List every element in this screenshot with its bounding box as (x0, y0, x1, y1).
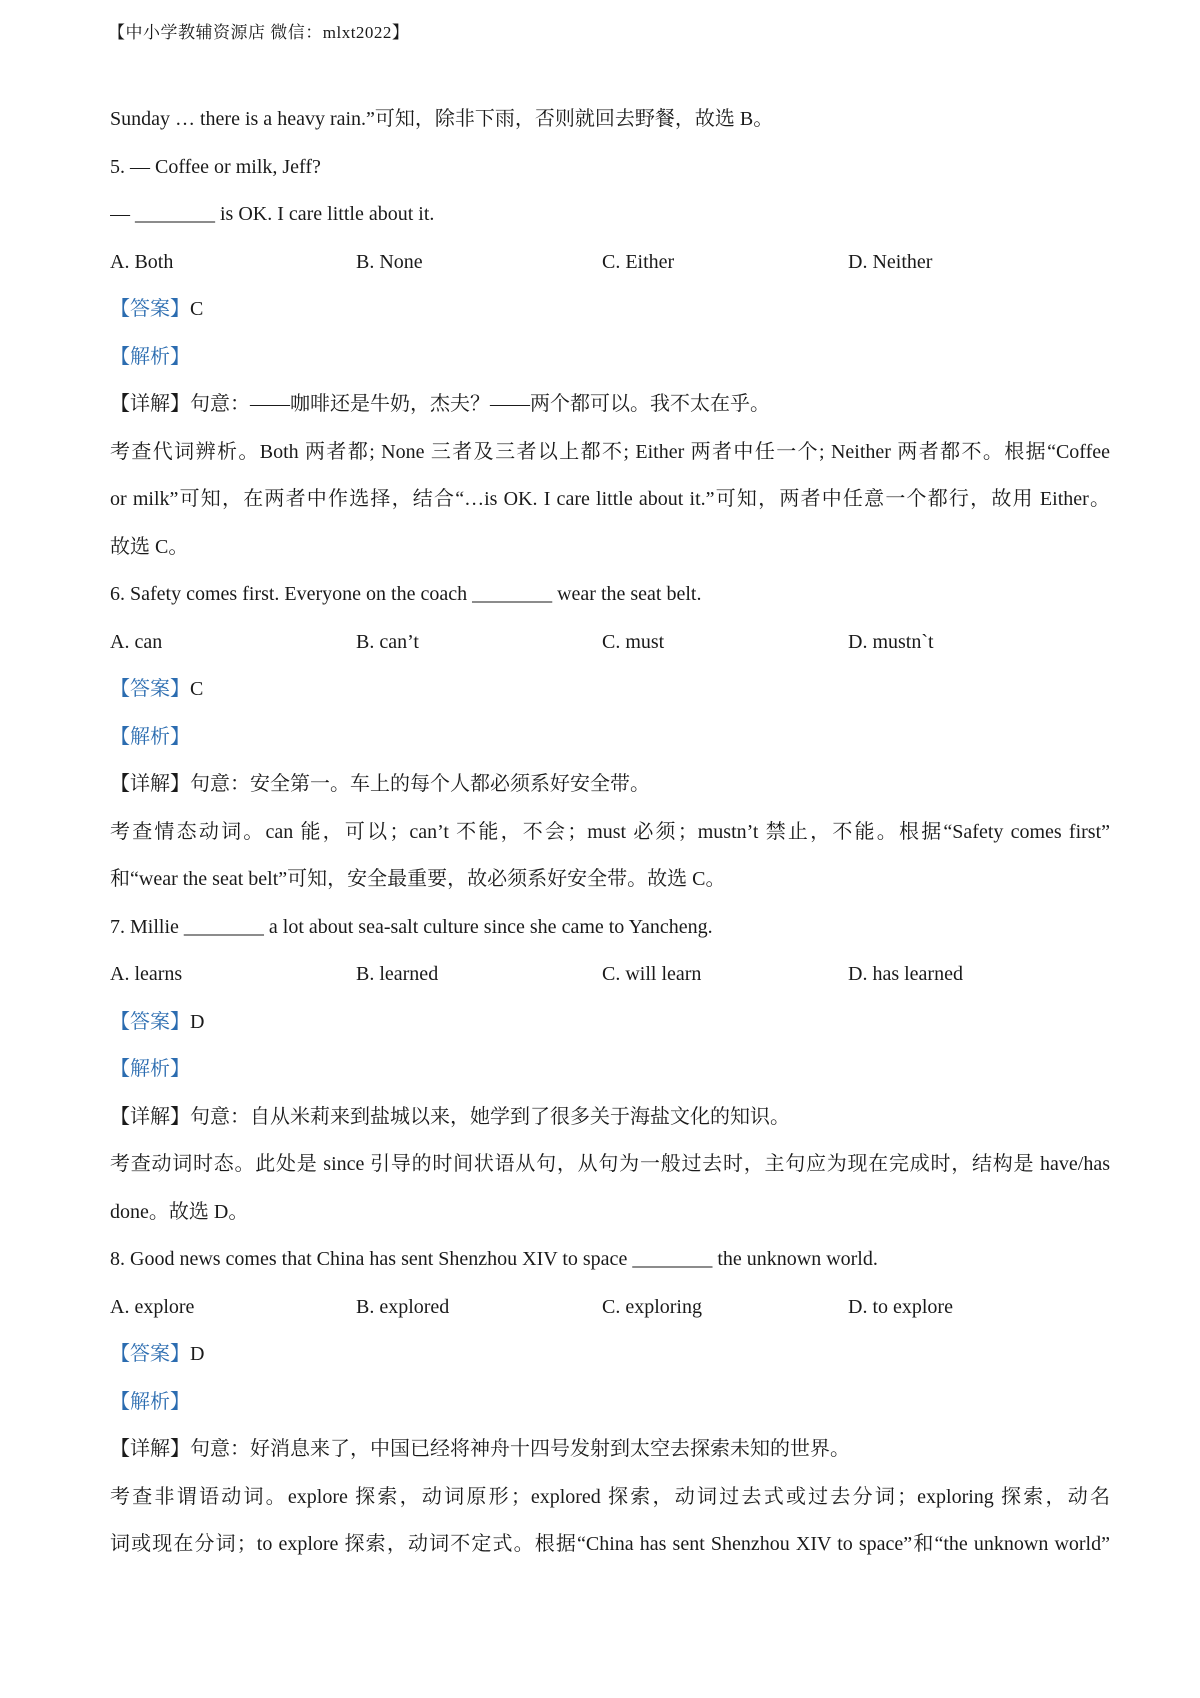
q7-option-c: C. will learn (602, 963, 702, 985)
q5-stem-2: — ________ is OK. I care little about it. (110, 203, 435, 225)
q7-answer-value: D (190, 1010, 205, 1033)
q6-answer (110, 666, 1110, 714)
q8-stem: 8. Good news comes that China has sent Shenzhou XIV to space ________ the unknown world. (110, 1248, 878, 1270)
q6-stem: 6. Safety comes first. Everyone on the coach ________ wear the seat belt. (110, 583, 702, 605)
q6-explain-2: 和“wear the seat belt”可知，安全最重要，故必须系好安全带。故选 C。 (110, 868, 726, 890)
q6-explain-1: 考查情态动词。can 能，可以；can’t 不能，不会；must 必须；mustn’t 禁止，不能。根据“Safety comes first” (110, 820, 1110, 843)
q5-option-d: D. Neither (848, 250, 933, 273)
q5-analysis (110, 334, 1110, 382)
q5-explain-3: 故选 C。 (110, 535, 189, 558)
answer-tag: 【答案】 (110, 1343, 190, 1365)
answer-tag: 【答案】 (110, 678, 190, 700)
q7-explain-2: done。故选 D。 (110, 1200, 249, 1223)
q6-analysis (110, 714, 1110, 762)
answer-tag: 【答案】 (110, 1010, 190, 1033)
q6-option-c: C. must (602, 630, 665, 653)
q8-answer-value: D (190, 1343, 205, 1365)
q7-analysis (110, 1046, 1110, 1094)
q5-options (110, 239, 1110, 287)
q8-analysis (110, 1379, 1110, 1427)
q6-option-b: B. can’t (356, 630, 419, 653)
q6-answer-value: C (190, 678, 204, 700)
q5-answer-value: C (190, 298, 204, 320)
analysis-tag: 【解析】 (110, 345, 190, 368)
q5-option-c: C. Either (602, 250, 675, 273)
analysis-tag: 【解析】 (110, 725, 190, 748)
q8-explain-1: 考查非谓语动词。explore 探索，动词原形；explored 探索，动词过去式或过去分词；exploring 探索，动名 (110, 1485, 1110, 1508)
q7-explain-1: 考查动词时态。此处是 since 引导的时间状语从句，从句为一般过去时，主句应为现在完成时，结构是 have/has (110, 1153, 1110, 1175)
q7-option-a: A. learns (110, 963, 183, 985)
q7-options (110, 951, 1110, 999)
q7-detail: 【详解】句意：自从米莉来到盐城以来，她学到了很多关于海盐文化的知识。 (110, 1105, 790, 1128)
q6-option-d: D. mustn`t (848, 630, 934, 653)
analysis-tag: 【解析】 (110, 1058, 190, 1080)
q7-option-b: B. learned (356, 963, 439, 985)
q7-option-d: D. has learned (848, 963, 963, 985)
q8-detail: 【详解】句意：好消息来了，中国已经将神舟十四号发射到太空去探索未知的世界。 (110, 1438, 850, 1460)
document-content (110, 96, 1110, 1569)
q8-options (110, 1284, 1110, 1332)
q8-answer (110, 1331, 1110, 1379)
q5-answer (110, 286, 1110, 334)
q8-explain-2: 词或现在分词；to explore 探索，动词不定式。根据“China has sent Shenzhou XIV to space”和“the unknown world” (110, 1533, 1110, 1555)
q5-explain-2: or milk”可知，在两者中作选择，结合“…is OK. I care little about it.”可知，两者中任意一个都行，故用 Either。 (110, 488, 1110, 510)
q5-option-a: A. Both (110, 250, 174, 273)
analysis-tag: 【解析】 (110, 1390, 190, 1413)
q5-explain-1: 考查代词辨析。Both 两者都; None 三者及三者以上都不; Either 两者中任一个; Neither 两者都不。根据“Coffee (110, 440, 1110, 463)
q6-options (110, 619, 1110, 667)
q5-option-b: B. None (356, 250, 423, 273)
q5-stem-1: 5. — Coffee or milk, Jeff? (110, 155, 321, 178)
q7-answer (110, 999, 1110, 1047)
q6-detail: 【详解】句意：安全第一。车上的每个人都必须系好安全带。 (110, 773, 650, 795)
answer-tag: 【答案】 (110, 298, 190, 320)
q8-option-b: B. explored (356, 1295, 450, 1318)
q6-option-a: A. can (110, 630, 163, 653)
q7-stem: 7. Millie ________ a lot about sea-salt culture since she came to Yancheng. (110, 915, 713, 938)
intro-line: Sunday … there is a heavy rain.”可知，除非下雨，否则就回去野餐，故选 B。 (110, 108, 774, 130)
q8-option-c: C. exploring (602, 1295, 702, 1318)
q8-option-a: A. explore (110, 1295, 195, 1318)
page-header: 【中小学教辅资源店 微信：mlxt2022】 (108, 23, 410, 42)
q5-detail: 【详解】句意：——咖啡还是牛奶，杰夫？——两个都可以。我不太在乎。 (110, 393, 770, 415)
q8-option-d: D. to explore (848, 1295, 953, 1318)
